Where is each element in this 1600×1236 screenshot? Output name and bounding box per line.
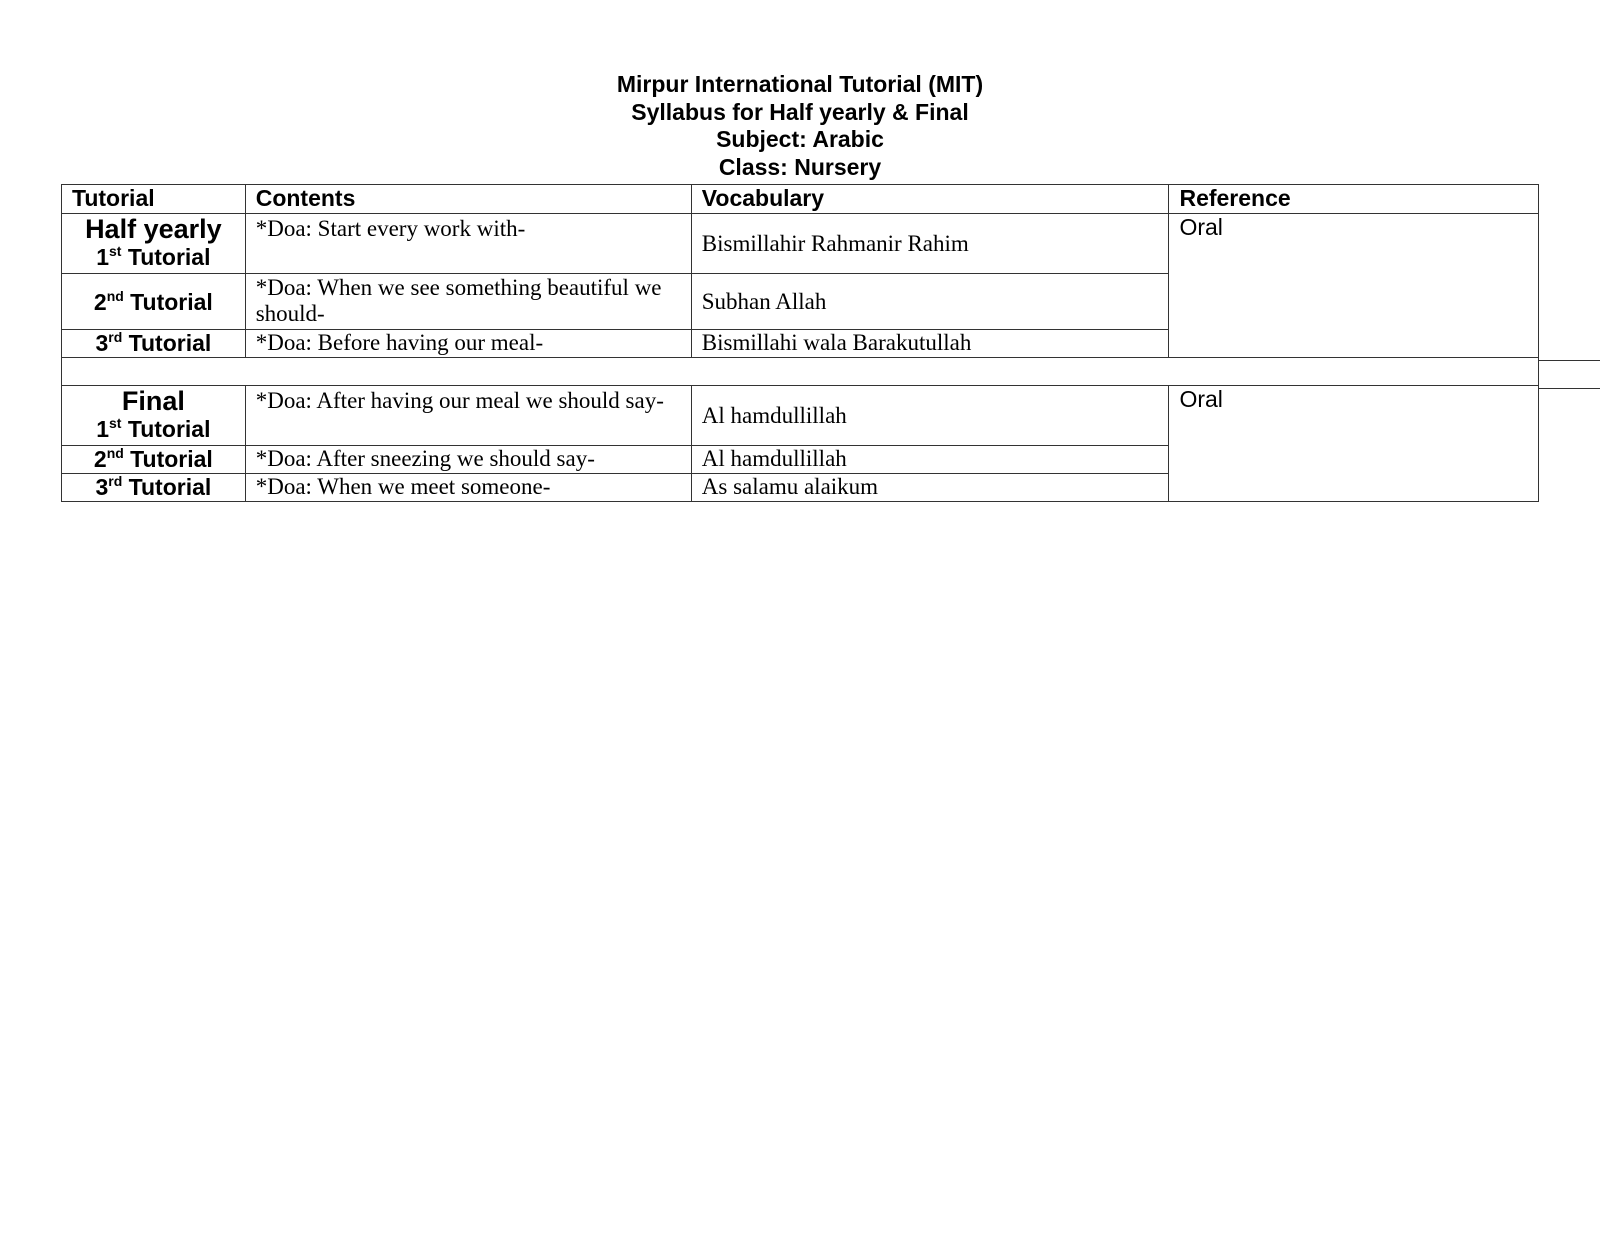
school-name: Mirpur International Tutorial (MIT) bbox=[616, 71, 984, 97]
contents-cell: *Doa: Start every work with- bbox=[245, 214, 691, 274]
vocabulary-cell: Bismillahir Rahmanir Rahim bbox=[691, 214, 1169, 274]
section-label-half-yearly: Half yearly bbox=[85, 214, 222, 244]
tutorial-ordinal-suffix: rd bbox=[108, 329, 123, 345]
tutorial-cell bbox=[62, 274, 246, 330]
tutorial-word: Tutorial bbox=[122, 330, 212, 356]
tutorial-ordinal-suffix: st bbox=[109, 243, 122, 259]
table-row bbox=[62, 386, 1539, 446]
vocabulary-cell: As salamu alaikum bbox=[691, 474, 1169, 502]
tutorial-cell bbox=[62, 330, 246, 358]
tutorial-ordinal-suffix: rd bbox=[108, 473, 123, 489]
tutorial-word: Tutorial bbox=[122, 474, 212, 500]
vocabulary-cell: Subhan Allah bbox=[691, 274, 1169, 330]
contents-cell: *Doa: Before having our meal- bbox=[245, 330, 691, 358]
tutorial-word: Tutorial bbox=[121, 416, 211, 442]
table-header-row bbox=[62, 185, 1539, 214]
tutorial-cell bbox=[62, 214, 246, 274]
contents-cell: *Doa: When we meet someone- bbox=[245, 474, 691, 502]
tutorial-number: 3 bbox=[95, 474, 109, 500]
tutorial-ordinal-suffix: nd bbox=[106, 287, 124, 304]
tutorial-number: 3 bbox=[95, 330, 109, 356]
tutorial-cell bbox=[62, 474, 246, 502]
column-header-vocabulary: Vocabulary bbox=[691, 185, 1169, 214]
spacer-row bbox=[62, 358, 1539, 386]
reference-cell: Oral bbox=[1169, 214, 1539, 358]
reference-cell: Oral bbox=[1169, 386, 1539, 502]
syllabus-table bbox=[61, 184, 1539, 502]
class-line: Class: Nursery bbox=[718, 153, 882, 180]
tutorial-number: 1 bbox=[96, 416, 110, 442]
column-header-reference: Reference bbox=[1169, 185, 1539, 214]
column-header-tutorial: Tutorial bbox=[62, 185, 246, 214]
tutorial-cell bbox=[62, 446, 246, 474]
tutorial-word: Tutorial bbox=[123, 446, 213, 472]
subject-line: Subject: Arabic bbox=[716, 126, 884, 152]
tutorial-number: 2 bbox=[93, 288, 107, 315]
contents-cell: *Doa: After sneezing we should say- bbox=[245, 446, 691, 474]
tutorial-cell bbox=[62, 386, 246, 446]
tutorial-number: 2 bbox=[93, 446, 107, 472]
table-row bbox=[62, 214, 1539, 274]
contents-cell: *Doa: When we see something beautiful we should- bbox=[245, 274, 691, 330]
column-header-contents: Contents bbox=[245, 185, 691, 214]
tutorial-word: Tutorial bbox=[123, 288, 213, 315]
vocabulary-cell: Al hamdullillah bbox=[691, 446, 1169, 474]
tutorial-number: 1 bbox=[96, 244, 110, 270]
document-header bbox=[0, 71, 1600, 181]
section-label-final: Final bbox=[121, 386, 185, 416]
spacer-row-extension bbox=[1539, 360, 1600, 389]
spacer-cell bbox=[62, 358, 1539, 386]
vocabulary-cell: Al hamdullillah bbox=[691, 386, 1169, 446]
contents-cell: *Doa: After having our meal we should say- bbox=[245, 386, 691, 446]
syllabus-title: Syllabus for Half yearly & Final bbox=[631, 98, 969, 125]
tutorial-word: Tutorial bbox=[121, 244, 211, 270]
vocabulary-cell: Bismillahi wala Barakutullah bbox=[691, 330, 1169, 358]
tutorial-ordinal-suffix: nd bbox=[106, 445, 124, 461]
tutorial-ordinal-suffix: st bbox=[109, 415, 122, 431]
